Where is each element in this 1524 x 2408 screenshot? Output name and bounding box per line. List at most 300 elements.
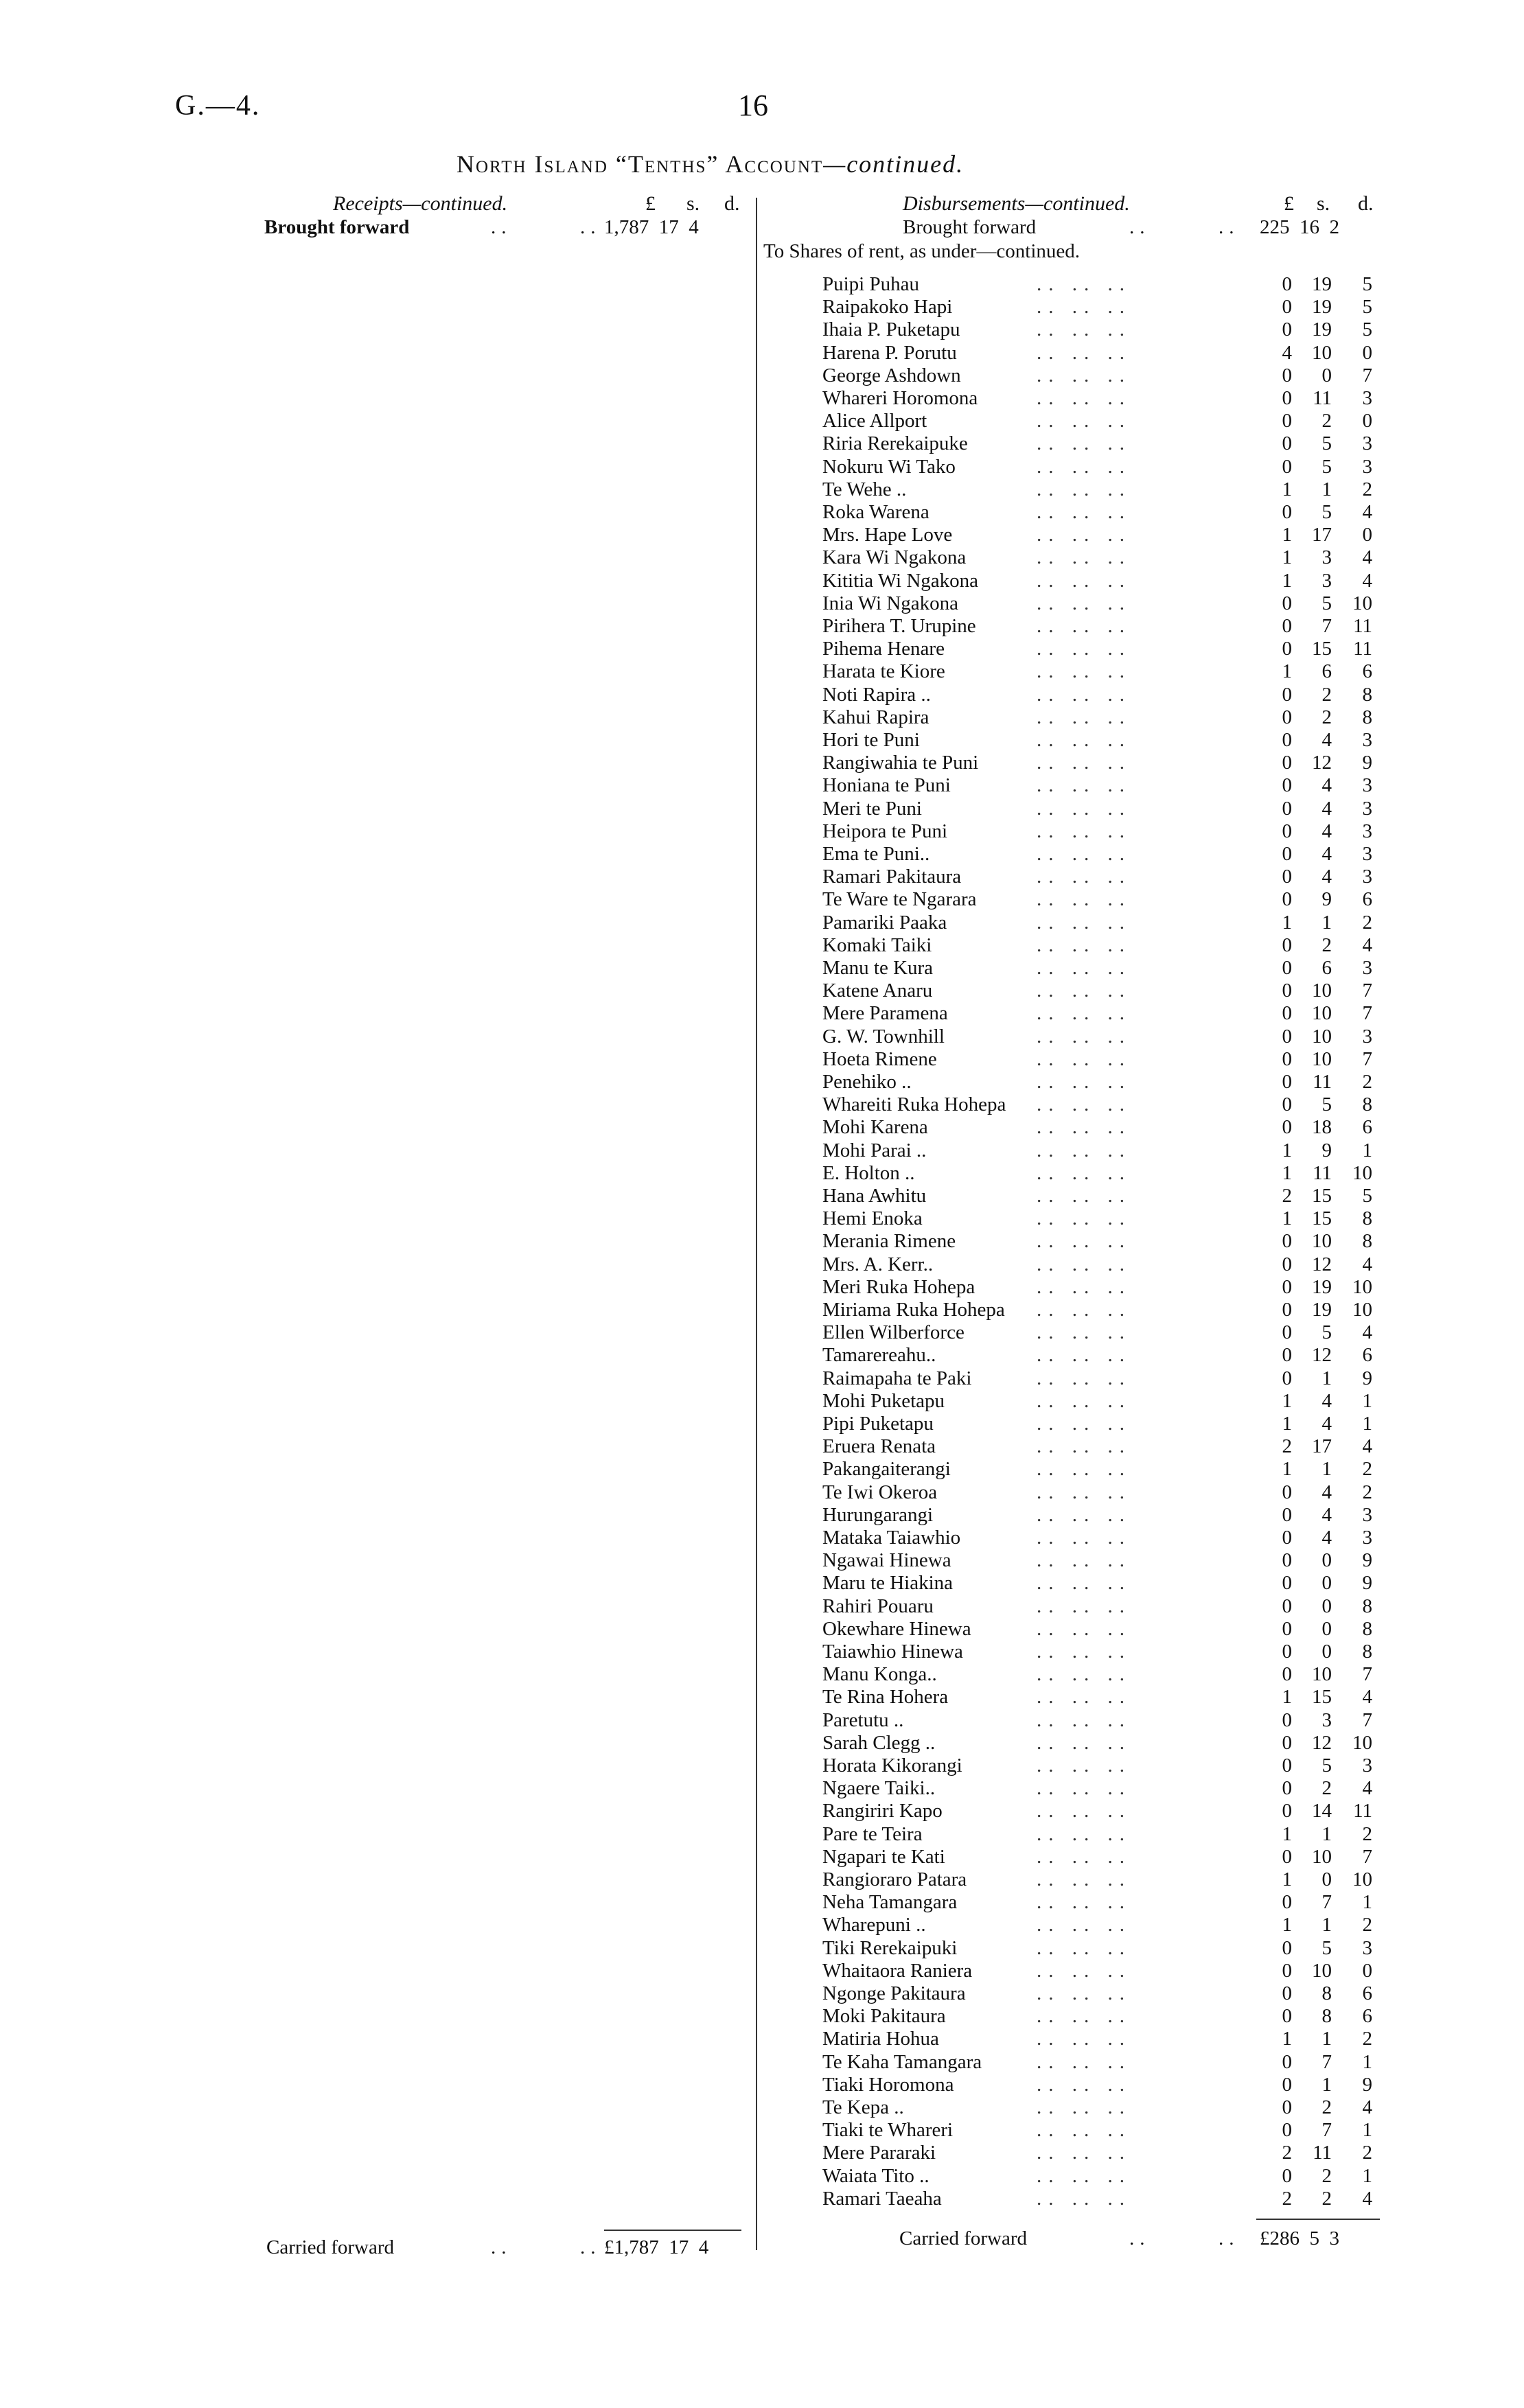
amount-pence: 8 xyxy=(1362,706,1372,728)
amount-shillings: 9 xyxy=(1321,888,1332,911)
amount-pounds: 0 xyxy=(1282,2073,1292,2096)
disbursement-row xyxy=(0,888,1524,911)
leader-dots: .. .. .. xyxy=(1037,911,1131,934)
payee-name: Ngapari te Kati xyxy=(822,1845,945,1868)
payee-name: Paretutu .. xyxy=(822,1709,904,1731)
leader-dots: .. .. .. xyxy=(1037,797,1131,820)
leader-dots: .. .. .. xyxy=(1037,866,1131,888)
amount-pounds: 2 xyxy=(1282,2142,1292,2164)
amount-pence: 2 xyxy=(1362,1481,1372,1503)
leader-dots: .. .. .. xyxy=(1037,1686,1131,1709)
amount-pence: 7 xyxy=(1362,1663,1372,1686)
amount-pence: 6 xyxy=(1362,1982,1372,2004)
leader-dots: .. .. .. xyxy=(1037,660,1131,683)
disbursement-row xyxy=(0,456,1524,478)
amount-pounds: 0 xyxy=(1282,1572,1292,1595)
disbursement-row xyxy=(0,2142,1524,2164)
disbursements-heading-text: Disbursements—continued. xyxy=(903,192,1130,215)
amount-pence: 7 xyxy=(1362,1002,1372,1025)
amount-pence: 4 xyxy=(1362,1435,1372,1458)
leader-dots: .. .. .. xyxy=(1037,569,1131,592)
amount-shillings: 19 xyxy=(1312,1275,1332,1298)
leader-dots: .. .. .. xyxy=(1037,1822,1131,1845)
amount-shillings: 12 xyxy=(1312,1253,1332,1275)
amount-pence: 4 xyxy=(1362,569,1372,592)
amount-pounds: 0 xyxy=(1282,592,1292,614)
amount-pence: 0 xyxy=(1362,1959,1372,1982)
leader-dots: .. .. .. xyxy=(1037,546,1131,569)
payee-name: Tiaki te Whareri xyxy=(822,2119,954,2142)
amount-pence: 2 xyxy=(1362,1071,1372,1093)
payee-name: Meri te Puni xyxy=(822,797,922,820)
shares-subheading: To Shares of rent, as under—continued. xyxy=(763,240,1081,262)
disbursements-brought-forward-label: Brought forward xyxy=(903,216,1037,238)
leader-dots: .. .. .. xyxy=(1037,1549,1131,1572)
amount-pence: 8 xyxy=(1362,1230,1372,1253)
amount-shillings: 5 xyxy=(1321,592,1332,614)
amount-pence: 3 xyxy=(1362,432,1372,455)
leader-dots: .. .. .. xyxy=(1037,638,1131,660)
disbursement-row xyxy=(0,2028,1524,2050)
amount-pounds: 1 xyxy=(1282,2028,1292,2050)
payee-name: George Ashdown xyxy=(822,364,961,386)
leader-dots: .. .. .. xyxy=(1037,1047,1131,1070)
amount-pence: 2 xyxy=(1362,478,1372,500)
payee-name: Mohi Parai .. xyxy=(822,1139,927,1161)
disbursement-row xyxy=(0,1641,1524,1663)
amount-shillings: 7 xyxy=(1321,1891,1332,1914)
amount-pounds: 0 xyxy=(1282,501,1292,523)
title-continued: —continued. xyxy=(823,150,965,178)
payee-name: Kititia Wi Ngakona xyxy=(822,569,979,592)
amount-shillings: 6 xyxy=(1321,660,1332,683)
disbursements-col-pounds: £ xyxy=(1284,192,1294,215)
amount-pence: 5 xyxy=(1362,296,1372,319)
amount-pounds: 0 xyxy=(1282,752,1292,774)
amount-pounds: 0 xyxy=(1282,1002,1292,1025)
leader-dots: .. .. .. xyxy=(1037,410,1131,432)
leader-dots: .. .. .. xyxy=(1037,1253,1131,1275)
payee-name: Pare te Teira xyxy=(822,1822,923,1845)
amount-pence: 1 xyxy=(1362,2119,1372,2142)
amount-pounds: 0 xyxy=(1282,364,1292,386)
amount-pence: 7 xyxy=(1362,980,1372,1002)
payee-name: Te Ware te Ngarara xyxy=(822,888,977,911)
leader-dots: .. .. .. xyxy=(1037,615,1131,637)
payee-name: Mere Pararaki xyxy=(822,2142,936,2164)
disbursement-row xyxy=(0,1709,1524,1732)
amount-pence: 4 xyxy=(1362,1686,1372,1709)
leader-dots: .. .. .. xyxy=(1037,1321,1131,1344)
leader-dots: .. .. .. xyxy=(1037,387,1131,409)
leader-dots: .. .. .. xyxy=(1037,1299,1131,1321)
amount-shillings: 5 xyxy=(1321,1936,1332,1959)
payee-name: Waiata Tito .. xyxy=(822,2164,930,2187)
disbursement-row xyxy=(0,2005,1524,2028)
amount-shillings: 5 xyxy=(1321,1755,1332,1776)
disbursement-row xyxy=(0,1937,1524,1960)
amount-shillings: 4 xyxy=(1321,1389,1332,1412)
amount-shillings: 12 xyxy=(1312,1344,1332,1367)
payee-name: Nokuru Wi Tako xyxy=(822,455,956,478)
amount-shillings: 11 xyxy=(1313,387,1332,409)
payee-name: Hana Awhitu xyxy=(822,1185,927,1207)
amount-pounds: 0 xyxy=(1282,1093,1292,1116)
amount-pounds: 0 xyxy=(1282,843,1292,865)
amount-pence: 3 xyxy=(1362,1503,1372,1526)
payee-name: Harena P. Porutu xyxy=(822,341,957,364)
amount-shillings: 5 xyxy=(1321,501,1332,523)
page-title xyxy=(457,150,964,178)
leader-dots: .. .. .. xyxy=(1037,843,1131,865)
amount-shillings: 8 xyxy=(1321,2005,1332,2028)
amount-shillings: 2 xyxy=(1321,2187,1332,2210)
disbursement-row xyxy=(0,2051,1524,2074)
disbursement-row xyxy=(0,478,1524,501)
amount-pounds: 0 xyxy=(1282,1299,1292,1321)
payee-name: Manu te Kura xyxy=(822,957,934,979)
leader-dots: .. .. .. xyxy=(1037,1367,1131,1389)
disbursement-row xyxy=(0,1686,1524,1709)
disbursement-row xyxy=(0,1732,1524,1755)
disbursement-row xyxy=(0,1960,1524,1982)
disbursement-row xyxy=(0,1299,1524,1321)
leader-dots: .. .. .. xyxy=(1037,524,1131,546)
title-main: North Island “Tenths” Account xyxy=(457,150,824,178)
amount-shillings: 15 xyxy=(1312,1207,1332,1230)
leader-dots: .. .. .. xyxy=(1037,501,1131,523)
amount-pounds: 1 xyxy=(1282,1914,1292,1936)
amount-pence: 8 xyxy=(1362,683,1372,706)
payee-name: E. Holton .. xyxy=(822,1161,915,1184)
disbursement-row xyxy=(0,1162,1524,1185)
leader-dots: .. .. .. xyxy=(1037,1731,1131,1754)
receipts-carried-forward-label: Carried forward xyxy=(266,2236,394,2258)
leader-dots: .. .. .. xyxy=(1037,364,1131,386)
amount-shillings: 1 xyxy=(1321,1458,1332,1481)
amount-pounds: 4 xyxy=(1282,341,1292,364)
receipts-heading xyxy=(333,192,507,216)
payee-name: Matiria Hohua xyxy=(822,2028,939,2050)
leader-dots: .. .. .. xyxy=(1037,1025,1131,1047)
payee-name: Te Wehe .. xyxy=(822,478,907,500)
leader-dots: .. .. .. xyxy=(1037,1959,1131,1982)
leader-dots: .. .. .. xyxy=(1037,1230,1131,1253)
leader-dots: .. .. .. xyxy=(1037,820,1131,842)
leader-dots: .. .. .. xyxy=(1037,2073,1131,2096)
disbursements-carried-dots: .. xyxy=(1129,2227,1151,2249)
amount-shillings: 0 xyxy=(1321,1595,1332,1617)
receipts-col-pounds: £ xyxy=(645,192,656,215)
disbursement-row xyxy=(0,592,1524,615)
amount-shillings: 4 xyxy=(1321,1413,1332,1435)
disbursements-carried-forward-amount: £286 5 3 xyxy=(1260,2227,1339,2249)
disbursements-brought-forward-amount: 225 16 2 xyxy=(1260,216,1339,238)
amount-pounds: 1 xyxy=(1282,1686,1292,1709)
payee-name: Heipora te Puni xyxy=(822,820,948,842)
disbursement-row xyxy=(0,1207,1524,1230)
disbursement-row xyxy=(0,1527,1524,1549)
amount-pence: 8 xyxy=(1362,1595,1372,1617)
amount-pounds: 0 xyxy=(1282,432,1292,455)
payee-name: Ngaere Taiki.. xyxy=(822,1777,936,1800)
disbursement-row xyxy=(0,1572,1524,1595)
leader-dots: .. .. .. xyxy=(1037,1868,1131,1890)
disbursement-row xyxy=(0,1891,1524,1914)
amount-shillings: 10 xyxy=(1312,1047,1332,1070)
payee-name: Ihaia P. Puketapu xyxy=(822,319,960,341)
leader-dots: .. .. .. xyxy=(1037,1845,1131,1868)
payee-name: Ngawai Hinewa xyxy=(822,1549,951,1572)
disbursement-row xyxy=(0,615,1524,638)
amount-pounds: 0 xyxy=(1282,934,1292,956)
leader-dots: .. .. .. xyxy=(1037,296,1131,319)
amount-shillings: 17 xyxy=(1312,524,1332,546)
payee-name: Eruera Renata xyxy=(822,1435,936,1458)
payee-name: Hori te Puni xyxy=(822,729,920,751)
amount-shillings: 11 xyxy=(1313,1161,1332,1184)
amount-pounds: 0 xyxy=(1282,1503,1292,1526)
disbursement-row xyxy=(0,1002,1524,1025)
amount-pounds: 1 xyxy=(1282,1207,1292,1230)
payee-name: Harata te Kiore xyxy=(822,660,945,683)
amount-pence: 6 xyxy=(1362,1116,1372,1139)
disbursement-row xyxy=(0,684,1524,706)
disbursement-row xyxy=(0,1276,1524,1299)
amount-shillings: 12 xyxy=(1312,1731,1332,1754)
amount-pounds: 0 xyxy=(1282,615,1292,637)
amount-pence: 3 xyxy=(1362,729,1372,751)
amount-shillings: 5 xyxy=(1321,1093,1332,1116)
payee-name: Te Kepa .. xyxy=(822,2096,904,2118)
amount-pounds: 0 xyxy=(1282,2164,1292,2187)
payee-name: Merania Rimene xyxy=(822,1230,956,1253)
amount-pounds: 0 xyxy=(1282,455,1292,478)
disbursement-row xyxy=(0,319,1524,341)
amount-shillings: 1 xyxy=(1321,478,1332,500)
disbursement-row xyxy=(0,1982,1524,2005)
amount-pence: 4 xyxy=(1362,1777,1372,1800)
leader-dots: .. .. .. xyxy=(1037,1527,1131,1549)
payee-name: Manu Konga.. xyxy=(822,1663,937,1686)
leader-dots: .. .. .. xyxy=(1037,1572,1131,1595)
leader-dots: .. .. .. xyxy=(1037,1503,1131,1526)
amount-pence: 10 xyxy=(1352,1275,1372,1298)
amount-pence: 9 xyxy=(1362,1549,1372,1572)
document-reference: G.—4. xyxy=(175,90,261,121)
amount-shillings: 15 xyxy=(1312,1185,1332,1207)
disbursement-row xyxy=(0,912,1524,934)
page-number: 16 xyxy=(738,89,768,122)
amount-pounds: 0 xyxy=(1282,1367,1292,1389)
payee-name: Te Kaha Tamangara xyxy=(822,2050,982,2073)
amount-pence: 0 xyxy=(1362,410,1372,432)
amount-pounds: 0 xyxy=(1282,1731,1292,1754)
disbursement-row xyxy=(0,273,1524,296)
leader-dots: .. .. .. xyxy=(1037,2164,1131,2187)
amount-pounds: 0 xyxy=(1282,1845,1292,1868)
disbursement-row xyxy=(0,1549,1524,1572)
amount-pounds: 0 xyxy=(1282,2050,1292,2073)
receipts-carried-forward-amount: £1,787 17 4 xyxy=(604,2236,709,2258)
amount-pence: 9 xyxy=(1362,752,1372,774)
payee-name: Horata Kikorangi xyxy=(822,1755,962,1776)
amount-shillings: 19 xyxy=(1312,296,1332,319)
amount-pounds: 0 xyxy=(1282,1025,1292,1047)
leader-dots: .. .. .. xyxy=(1037,1093,1131,1116)
disbursement-row xyxy=(0,1048,1524,1071)
payee-name: Raipakoko Hapi xyxy=(822,296,953,319)
amount-pence: 3 xyxy=(1362,774,1372,797)
amount-shillings: 1 xyxy=(1321,2073,1332,2096)
leader-dots: .. .. .. xyxy=(1037,1071,1131,1093)
amount-pence: 11 xyxy=(1353,638,1372,660)
amount-pence: 7 xyxy=(1362,1047,1372,1070)
amount-shillings: 4 xyxy=(1321,774,1332,797)
amount-pence: 5 xyxy=(1362,273,1372,295)
disbursement-row xyxy=(0,342,1524,364)
amount-pence: 1 xyxy=(1362,1413,1372,1435)
disbursement-row xyxy=(0,2074,1524,2096)
amount-pence: 11 xyxy=(1353,615,1372,637)
amount-pence: 4 xyxy=(1362,2187,1372,2210)
disbursement-row xyxy=(0,2165,1524,2188)
amount-pounds: 1 xyxy=(1282,1161,1292,1184)
amount-pounds: 0 xyxy=(1282,1755,1292,1776)
payee-name: Mere Paramena xyxy=(822,1002,948,1025)
amount-pounds: 1 xyxy=(1282,524,1292,546)
amount-pence: 4 xyxy=(1362,2096,1372,2118)
disbursement-row xyxy=(0,1435,1524,1458)
leader-dots: .. .. .. xyxy=(1037,1709,1131,1731)
amount-shillings: 10 xyxy=(1312,341,1332,364)
disbursement-row xyxy=(0,729,1524,752)
leader-dots: .. .. .. xyxy=(1037,1914,1131,1936)
amount-pounds: 0 xyxy=(1282,1527,1292,1549)
amount-shillings: 15 xyxy=(1312,1686,1332,1709)
amount-pounds: 0 xyxy=(1282,1959,1292,1982)
disbursement-row xyxy=(0,820,1524,843)
amount-pounds: 0 xyxy=(1282,729,1292,751)
amount-pence: 2 xyxy=(1362,2028,1372,2050)
amount-pence: 0 xyxy=(1362,524,1372,546)
amount-pounds: 0 xyxy=(1282,1481,1292,1503)
disbursement-row xyxy=(0,1071,1524,1093)
leader-dots: .. .. .. xyxy=(1037,2119,1131,2142)
amount-shillings: 0 xyxy=(1321,1868,1332,1890)
disbursement-row xyxy=(0,1595,1524,1618)
leader-dots: .. .. .. xyxy=(1037,2142,1131,2164)
payee-name: Whareri Horomona xyxy=(822,387,978,409)
amount-pounds: 0 xyxy=(1282,888,1292,911)
disbursement-row xyxy=(0,524,1524,546)
amount-pence: 6 xyxy=(1362,888,1372,911)
leader-dots: .. .. .. xyxy=(1037,319,1131,341)
amount-pence: 2 xyxy=(1362,2142,1372,2164)
payee-name: Mataka Taiawhio xyxy=(822,1527,961,1549)
leader-dots: .. .. .. xyxy=(1037,341,1131,364)
amount-shillings: 1 xyxy=(1321,1914,1332,1936)
disbursement-row xyxy=(0,1618,1524,1641)
payee-name: Meri Ruka Hohepa xyxy=(822,1275,975,1298)
amount-pence: 10 xyxy=(1352,1299,1372,1321)
disbursement-row xyxy=(0,1390,1524,1413)
leader-dots: .. .. .. xyxy=(1037,2096,1131,2118)
payee-name: Tiki Rerekaipuki xyxy=(822,1936,958,1959)
disbursement-row xyxy=(0,1868,1524,1891)
payee-name: Whaitaora Raniera xyxy=(822,1959,973,1982)
payee-name: Ema te Puni.. xyxy=(822,843,930,865)
leader-dots: .. .. .. xyxy=(1037,1161,1131,1184)
disbursements-carried-dots-2: .. xyxy=(1219,2227,1240,2249)
leader-dots: .. .. .. xyxy=(1037,1641,1131,1663)
amount-pounds: 1 xyxy=(1282,569,1292,592)
amount-shillings: 1 xyxy=(1321,1822,1332,1845)
leader-dots: .. .. .. xyxy=(1037,706,1131,728)
disbursement-row xyxy=(0,2119,1524,2142)
leader-dots: .. .. .. xyxy=(1037,1413,1131,1435)
amount-pence: 8 xyxy=(1362,1207,1372,1230)
amount-pounds: 0 xyxy=(1282,1321,1292,1344)
amount-pence: 3 xyxy=(1362,843,1372,865)
payee-name: Neha Tamangara xyxy=(822,1891,958,1914)
amount-pounds: 0 xyxy=(1282,820,1292,842)
disbursement-row xyxy=(0,1846,1524,1868)
amount-pence: 6 xyxy=(1362,2005,1372,2028)
payee-name: Mohi Puketapu xyxy=(822,1389,945,1412)
payee-name: Miriama Ruka Hohepa xyxy=(822,1299,1005,1321)
amount-pence: 3 xyxy=(1362,866,1372,888)
amount-pounds: 1 xyxy=(1282,1413,1292,1435)
amount-shillings: 2 xyxy=(1321,934,1332,956)
amount-pounds: 0 xyxy=(1282,1595,1292,1617)
amount-pence: 4 xyxy=(1362,546,1372,569)
amount-pence: 3 xyxy=(1362,1025,1372,1047)
amount-shillings: 10 xyxy=(1312,1230,1332,1253)
disbursement-row xyxy=(0,1481,1524,1504)
receipts-brought-dots-2: .. xyxy=(580,216,601,238)
amount-pounds: 0 xyxy=(1282,706,1292,728)
payee-name: Rangioraro Patara xyxy=(822,1868,967,1890)
amount-pounds: 1 xyxy=(1282,478,1292,500)
payee-name: Ramari Taeaha xyxy=(822,2187,942,2210)
disbursement-row xyxy=(0,1093,1524,1116)
disbursement-row xyxy=(0,1413,1524,1435)
amount-shillings: 0 xyxy=(1321,1617,1332,1640)
payee-name: Ellen Wilberforce xyxy=(822,1321,965,1344)
leader-dots: .. .. .. xyxy=(1037,2005,1131,2028)
amount-pence: 3 xyxy=(1362,1936,1372,1959)
amount-pounds: 2 xyxy=(1282,1435,1292,1458)
payee-name: Riria Rerekaipuke xyxy=(822,432,968,455)
leader-dots: .. .. .. xyxy=(1037,1435,1131,1458)
payee-name: Te Iwi Okeroa xyxy=(822,1481,938,1503)
leader-dots: .. .. .. xyxy=(1037,1595,1131,1617)
payee-name: Moki Pakitaura xyxy=(822,2005,946,2028)
amount-shillings: 8 xyxy=(1321,1982,1332,2004)
amount-shillings: 12 xyxy=(1312,752,1332,774)
receipts-carried-dots-2: .. xyxy=(580,2236,601,2258)
amount-shillings: 19 xyxy=(1312,319,1332,341)
leader-dots: .. .. .. xyxy=(1037,1458,1131,1481)
leader-dots: .. .. .. xyxy=(1037,455,1131,478)
disbursement-row xyxy=(0,957,1524,980)
leader-dots: .. .. .. xyxy=(1037,1617,1131,1640)
amount-shillings: 17 xyxy=(1312,1435,1332,1458)
amount-pounds: 0 xyxy=(1282,2096,1292,2118)
amount-pence: 2 xyxy=(1362,1914,1372,1936)
amount-shillings: 1 xyxy=(1321,2028,1332,2050)
